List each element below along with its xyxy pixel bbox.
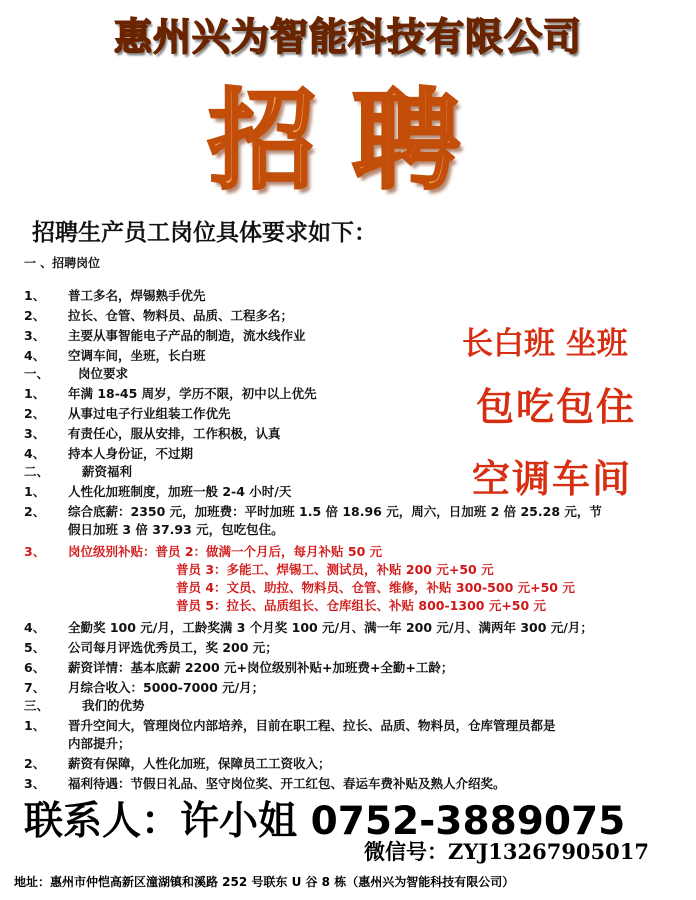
section-title-positions: 一 、招聘岗位 <box>24 256 101 270</box>
company-name: 惠州兴为智能科技有限公司 <box>113 15 582 59</box>
contact-line: 联系人：许小姐 0752-3889075 <box>24 799 626 844</box>
address-line: 地址：惠州市仲恺高新区潼湖镇和溪路 252 号联东 U 谷 8 栋（惠州兴为智能科技有限公司） <box>14 875 515 889</box>
page-subtitle: 招聘生产员工岗位具体要求如下： <box>32 220 377 246</box>
recruit-char-1: 招 <box>208 79 317 204</box>
highlight-shift: 长白班 坐班 <box>462 326 628 362</box>
highlight-meals: 包吃包住 <box>476 385 637 429</box>
highlight-aircon: 空调车间 <box>472 457 633 501</box>
wechat-id: 微信号：ZYJ13267905017 <box>364 839 649 864</box>
recruit-char-2: 聘 <box>352 79 461 204</box>
